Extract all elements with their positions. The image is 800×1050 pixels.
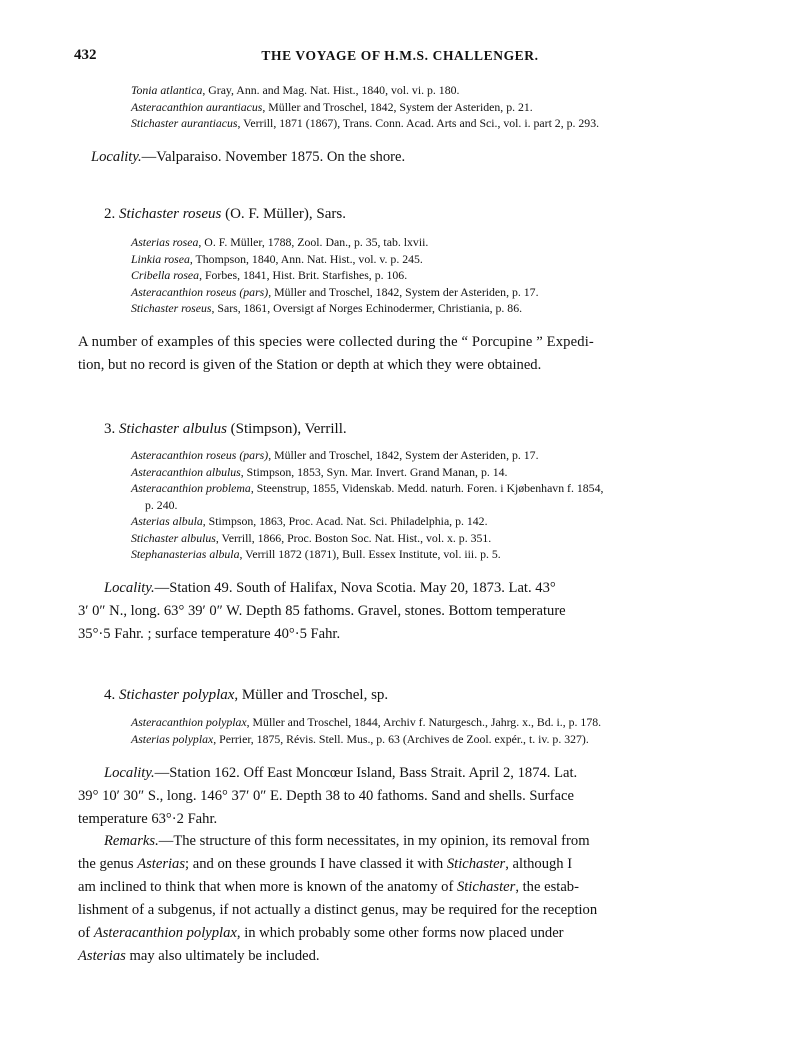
synonym-entry: Asteracanthion aurantiacus, Müller and Troschel, 1842, System der Asteriden, p. 21.	[131, 99, 533, 114]
species-heading-2: 2. Stichaster roseus (O. F. Müller), Sars.	[104, 206, 346, 222]
synonym-entry: Asteracanthion albulus, Stimpson, 1853, Syn. Mar. Invert. Grand Manan, p. 14.	[131, 464, 508, 479]
synonym-entry: Asteracanthion roseus (pars), Müller and Troschel, 1842, System der Asteriden, p. 17.	[131, 284, 539, 299]
synonym-entry: Asterias rosea, O. F. Müller, 1788, Zool. Dan., p. 35, tab. lxvii.	[131, 235, 429, 249]
synonym-entry: Stichaster roseus, Sars, 1861, Oversigt af Norges Echinodermer, Christiania, p. 86.	[131, 301, 523, 315]
remarks-paragraph: Remarks.—The structure of this form necessitates, in my opinion, its removal from the genus Asterias; and on these grounds I have classed it with Stichaster, although I am inclined to think that when more is known of the anatomy of Stichaster, the estab- lishment of a subgenus, if not actually a distinct genus, may be required for the reception of Asteracanthion polyplax, in which probably some other forms now placed under Asterias may also ultimately be included.	[78, 833, 598, 964]
synonym-entry: Asteracanthion problema, Steenstrup, 1855, Videnskab. Medd. naturh. Foren. i Kjøbenhavn f. 1854,	[131, 481, 604, 495]
locality-paragraph-3: Locality.—Station 49. South of Halifax, Nova Scotia. May 20, 1873. Lat. 43° 3′ 0″ N., long. 63° 39′ 0″ W. Depth 85 fathoms. Gravel, stones. Bottom temperature 35°·5 Fahr. ; surface temperature 40°·5 Fahr.	[78, 580, 566, 642]
synonym-entry: Stichaster albulus, Verrill, 1866, Proc. Boston Soc. Nat. Hist., vol. x. p. 351.	[131, 530, 492, 545]
synonym-entry: Stichaster aurantiacus, Verrill, 1871 (1867), Trans. Conn. Acad. Arts and Sci., vol. i. part 2, p. 293.	[131, 116, 600, 130]
synonym-continuation: p. 240.	[145, 497, 178, 512]
synonym-entry: Asteracanthion polyplax, Müller and Troschel, 1844, Archiv f. Naturgesch., Jahrg. x., Bd. i., p. 178.	[131, 715, 602, 729]
running-title: THE VOYAGE OF H.M.S. CHALLENGER.	[261, 48, 539, 63]
synonymy-list-4	[0, 714, 800, 747]
synonym-entry: Stephanasterias albula, Verrill 1872 (1871), Bull. Essex Institute, vol. iii. p. 5.	[131, 547, 501, 561]
page-header	[0, 47, 800, 67]
synonymy-list-1	[0, 82, 800, 132]
locality-paragraph-1: Locality.—Valparaiso. November 1875. On the shore.	[91, 149, 406, 165]
locality-paragraph-4: Locality.—Station 162. Off East Moncœur Island, Bass Strait. April 2, 1874. Lat. 39° 10′ 30″ S., long. 146° 37′ 0″ E. Depth 38 to 40 fathoms. Sand and shells. Surface temperature 63°·2 Fahr.	[78, 765, 578, 827]
description-paragraph-2: A number of examples of this species were collected during the “ Porcupine ” Expedi- tion, but no record is given of the Station or depth at which they were obtained.	[78, 334, 594, 373]
synonym-entry: Asterias polyplax, Perrier, 1875, Révis. Stell. Mus., p. 63 (Archives de Zool. expér., t. iv. p. 327).	[131, 731, 589, 746]
synonym-entry: Asterias albula, Stimpson, 1863, Proc. Acad. Nat. Sci. Philadelphia, p. 142.	[131, 514, 488, 528]
page-number: 432	[74, 47, 97, 63]
synonym-entry: Asteracanthion roseus (pars), Müller and Troschel, 1842, System der Asteriden, p. 17.	[131, 448, 539, 462]
synonym-entry: Linkia rosea, Thompson, 1840, Ann. Nat. Hist., vol. v. p. 245.	[131, 251, 423, 266]
synonymy-list-3	[0, 447, 800, 563]
species-heading-3: 3. Stichaster albulus (Stimpson), Verrill.	[104, 421, 347, 437]
synonym-entry: Tonia atlantica, Gray, Ann. and Mag. Nat. Hist., 1840, vol. vi. p. 180.	[131, 83, 460, 97]
species-heading-4: 4. Stichaster polyplax, Müller and Troschel, sp.	[104, 687, 389, 703]
synonymy-list-2	[0, 234, 800, 317]
synonym-entry: Cribella rosea, Forbes, 1841, Hist. Brit. Starfishes, p. 106.	[131, 268, 408, 282]
